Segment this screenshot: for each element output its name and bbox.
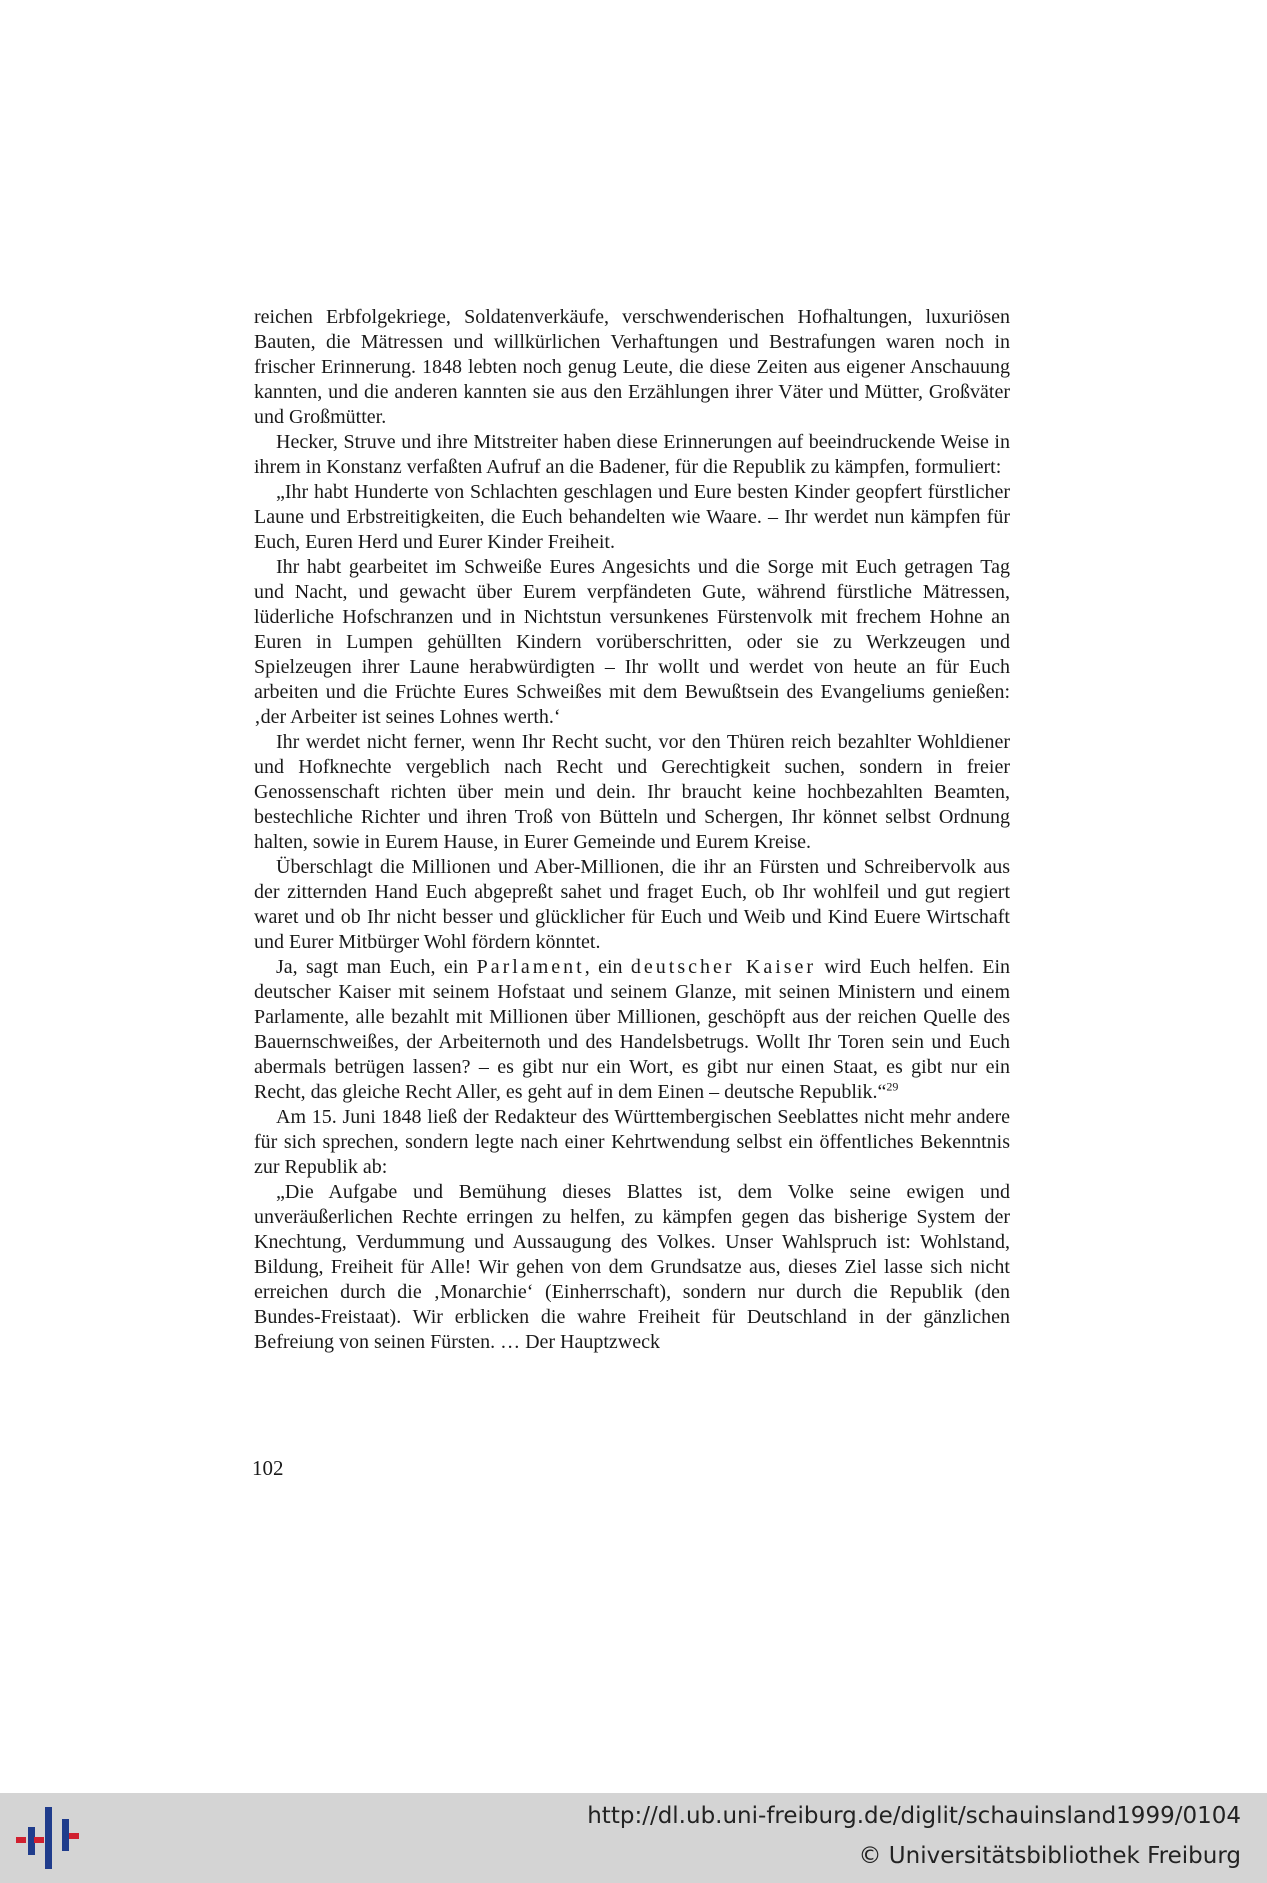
spaced-word-parlament: Parlament (476, 956, 585, 978)
footnote-marker: 29 (886, 1079, 899, 1094)
paragraph-1: reichen Erbfolgekriege, Soldatenverkäufe, verschwenderischen Hofhaltungen, luxuriösen Bauten, die Mätressen und willkürlichen Verhaftungen und Bestrafungen waren noch in frischer Erinnerung. 1848 lebten noch genug Leute, die diese Zeiten aus eigener Anschauung kannten, und die anderen kannten sie aus den Erzählungen ihrer Väter und Mütter, Großväter und Großmütter. (254, 306, 1010, 428)
page-number: 102 (252, 1456, 284, 1480)
spaced-word-kaiser: deutscher Kaiser (630, 956, 817, 978)
paragraph-8: Am 15. Juni 1848 ließ der Redakteur des Württembergischen Seeblattes nicht mehr andere für sich sprechen, sondern legte nach einer Kehrtwendung selbst ein öffentliches Bekenntnis zur Republik ab: (254, 1106, 1010, 1178)
paragraph-7-part-2: , ein (584, 956, 631, 978)
paragraph-5: Ihr werdet nicht ferner, wenn Ihr Recht sucht, vor den Thüren reich bezahlter Wohldiener und Hofknechte vergeblich nach Recht und Gerechtigkeit suchen, sondern in freier Genossenschaft richten über mein und dein. Ihr braucht keine hochbezahlten Beamten, bestechliche Richter und ihren Troß von Bütteln und Schergen, Ihr könnet selbst Ordnung halten, sowie in Eurem Hause, in Eurer Gemeinde und Eurem Kreise. (254, 731, 1010, 853)
footer-bar (0, 1793, 1267, 1883)
paragraph-3: „Ihr habt Hunderte von Schlachten geschlagen und Eure besten Kinder geopfert fürstlicher Laune und Erbstreitigkeiten, die Euch behandelten wie Waare. – Ihr werdet nun kämpfen für Euch, Euren Herd und Eurer Kinder Freiheit. (254, 481, 1010, 553)
paragraph-9: „Die Aufgabe und Bemühung dieses Blattes ist, dem Volke seine ewigen und unveräußerlichen Rechte erringen zu helfen, zu kämpfen gegen das bisherige System der Knechtung, Verdummung und Aussaugung des Volkes. Unser Wahlspruch ist: Wohlstand, Bildung, Freiheit für Alle! Wir gehen von dem Grundsatze aus, dieses Ziel lasse sich nicht erreichen durch die ‚Monarchie‘ (Einherrschaft), sondern nur durch die Republik (den Bundes-Freistaat). Wir erblicken die wahre Freiheit für Deutschland in der gänzlichen Befreiung von seinen Fürsten. … Der Hauptzweck (254, 1181, 1010, 1353)
copyright-notice: © Universitätsbibliothek Freiburg (858, 1843, 1241, 1869)
paragraph-7-part-1: Ja, sagt man Euch, ein (276, 956, 477, 978)
paragraph-7 (254, 955, 1010, 1105)
paragraph-6: Überschlagt die Millionen und Aber-Millionen, die ihr an Fürsten und Schreibervolk aus der zitternden Hand Euch abgepreßt sahet und fraget Euch, ob Ihr wohlfeil und gut regiert waret und ob Ihr nicht besser und glücklicher für Euch und Weib und Kind Euere Wirtschaft und Eurer Mitbürger Wohl fördern könntet. (254, 856, 1010, 953)
paragraph-2: Hecker, Struve und ihre Mitstreiter haben diese Erinnerungen auf beeindruckende Weise in ihrem in Konstanz verfaßten Aufruf an die Badener, für die Republik zu kämpfen, formuliert: (254, 431, 1010, 478)
library-logo-icon (16, 1805, 80, 1871)
body-text (254, 305, 1010, 1355)
source-url-link[interactable]: http://dl.ub.uni-freiburg.de/diglit/schauinsland1999/0104 (587, 1803, 1241, 1829)
paragraph-7-part-3: wird Euch helfen. Ein deutscher Kaiser mit seinem Hofstaat und seinem Glanze, mit seinen Ministern und einem Parlamente, alle bezahlt mit Millionen über Millionen, geschöpft aus der reichen Quelle des Bauernschweißes, der Arbeiternoth und des Handelsbetrugs. Wollt Ihr Toren sein und Euch abermals betrügen lassen? – es gibt nur ein Wort, es gibt nur einen Staat, es gibt nur ein Recht, das gleiche Recht Aller, es geht auf in dem Einen – deutsche Republik.“ (254, 956, 1011, 1103)
paragraph-4: Ihr habt gearbeitet im Schweiße Eures Angesichts und die Sorge mit Euch getragen Tag und Nacht, und gewacht über Eurem verpfändeten Gute, während fürstliche Mätressen, lüderliche Hofschranzen und in Nichtstun versunkenes Fürstenvolk mit frechem Hohne an Euren in Lumpen gehüllten Kindern vorüberschritten, oder sie zu Werkzeugen und Spielzeugen ihrer Laune herabwürdigten – Ihr wollt und werdet von heute an für Euch arbeiten und die Früchte Eures Schweißes mit dem Bewußtsein des Evangeliums genießen: ‚der Arbeiter ist seines Lohnes werth.‘ (254, 556, 1010, 728)
